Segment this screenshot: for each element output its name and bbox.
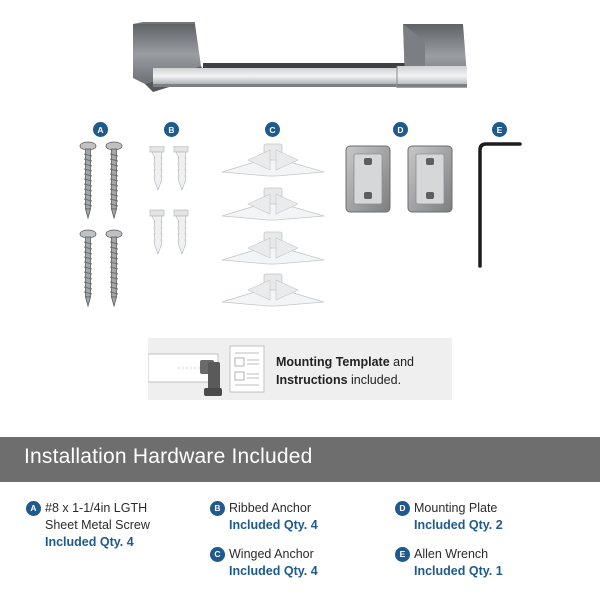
legend-item-a: [26, 500, 150, 551]
legend-item-b: [210, 500, 318, 534]
mounting-template-box: [148, 338, 452, 400]
badge-d: D: [393, 122, 408, 137]
template-and: and: [389, 355, 414, 369]
template-included: included.: [347, 373, 402, 387]
banner-title: Installation Hardware Included: [24, 445, 313, 468]
legend-badge-d: D: [395, 501, 410, 516]
item-a-qty: Included Qty. 4: [45, 535, 134, 549]
item-b-qty: Included Qty. 4: [229, 518, 318, 532]
legend-item-e: [395, 546, 503, 580]
item-c-name: Winged Anchor: [229, 547, 314, 561]
item-c-qty: Included Qty. 4: [229, 564, 318, 578]
badge-e: E: [492, 122, 507, 137]
item-a-name-line2: Sheet Metal Screw: [45, 518, 150, 532]
legend-badge-c: C: [210, 547, 225, 562]
winged-anchor-image: [218, 140, 330, 312]
badge-a: A: [93, 122, 108, 137]
legend-badge-b: B: [210, 501, 225, 516]
allen-wrench-image: [472, 140, 528, 272]
item-e-name: Allen Wrench: [414, 547, 489, 561]
item-b-name: Ribbed Anchor: [229, 501, 312, 515]
screw-image: [76, 140, 128, 310]
template-instructions: Instructions: [276, 373, 348, 387]
item-d-qty: Included Qty. 2: [414, 518, 503, 532]
hardware-banner: [0, 437, 600, 482]
drill-template-illustration: [148, 338, 268, 400]
legend-badge-e: E: [395, 547, 410, 562]
template-title: Mounting Template: [276, 355, 390, 369]
legend-badge-a: A: [26, 501, 41, 516]
item-d-name: Mounting Plate: [414, 501, 498, 515]
badge-b: B: [164, 122, 179, 137]
item-a-name-line1: #8 x 1-1/4in LGTH: [45, 501, 148, 515]
legend-item-d: [395, 500, 503, 534]
legend-item-c: [210, 546, 318, 580]
towel-bar-image: [125, 18, 475, 96]
item-e-qty: Included Qty. 1: [414, 564, 503, 578]
ribbed-anchor-image: [146, 146, 198, 284]
mounting-plate-image: [344, 144, 456, 216]
badge-c: C: [265, 122, 280, 137]
template-caption: [276, 353, 414, 389]
